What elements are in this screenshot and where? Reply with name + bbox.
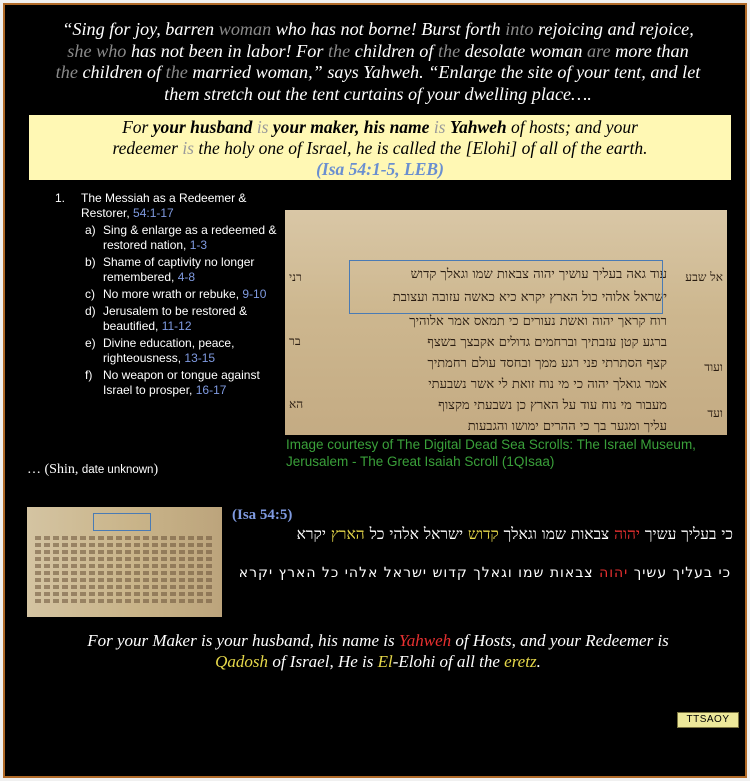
- scroll-line: ברגע קטן עזבתיך וברחמים גדולים אקבצך בשצף: [427, 335, 667, 350]
- scroll-edge-text: הא: [289, 397, 304, 411]
- scroll-line: ישראל אלוהי כול הארץ יקרא כיא כאשה עזובה ועצובת: [392, 290, 667, 305]
- outline-item: a) Sing & enlarge as a redeemed & restored nation, 1-3: [85, 223, 277, 252]
- scroll-edge-text: בר: [289, 334, 301, 348]
- verse-highlight-box: [349, 260, 663, 314]
- scroll-edge-text: ועוד: [704, 360, 723, 374]
- scroll-line: עוד גאה בעליך עושיך יהוה צבאות שמו וגאלך קדוש: [410, 267, 667, 282]
- outline-item: d) Jerusalem to be restored & beautified, 11-12: [85, 304, 248, 333]
- image-credit: Image courtesy of The Digital Dead Sea Scrolls: The Israel Museum, Jerusalem - The Great Isaiah Scroll (1QIsaa): [286, 437, 696, 469]
- english-translation: For your Maker is your husband, his name is Yahweh of Hosts, and your Redeemer is Qadosh of Israel, He is El-Elohi of all the eretz.: [87, 631, 669, 671]
- outline-item: b) Shame of captivity no longer remembered, 4-8: [85, 255, 255, 284]
- verse-reference: (Isa 54:1-5, LEB): [316, 159, 444, 179]
- dead-sea-scroll-image: [285, 210, 727, 435]
- scroll-edge-text: אל שבע: [685, 270, 723, 284]
- outline-item: c) No more wrath or rebuke, 9-10: [85, 287, 267, 301]
- scroll-thumbnail: [27, 507, 222, 617]
- outline-heading: 1. The Messiah as a Redeemer & Restorer, 54:1-17: [55, 191, 247, 220]
- highlighted-verse: For your husband is your maker, his name is Yahweh of hosts; and your redeemer is the holy one of Israel, he is called the [Elohi] of all of the earth. (Isa 54:1-5, LEB): [29, 115, 731, 180]
- ttsaoy-logo: TTSAOY: [677, 712, 739, 728]
- scroll-edge-text: ועד: [707, 406, 723, 420]
- thumbnail-text-rows: [35, 533, 215, 606]
- scroll-line: רוח קראך יהוה ואשת נעורים כי תמאס אמר אלוהיך: [409, 314, 667, 329]
- scroll-line: קצף הסתרתי פני רגע ממך ובחסד עולם רחמתיך: [427, 356, 667, 371]
- scroll-line: עליך ומגער בך כי ההרים ימושו והגבעות: [467, 419, 667, 434]
- verse-reference-small: (Isa 54:5): [232, 507, 293, 523]
- scroll-edge-text: רני: [289, 270, 302, 284]
- outline-item: e) Divine education, peace, righteousness, 13-15: [85, 336, 235, 365]
- isaiah-quote: “Sing for joy, barren woman who has not borne! Burst forth into rejoicing and rejoice, she who has not been in labor! For the children of the desolate woman are more than the children of the married woman,” says Yahweh. “Enlarge the site of your tent, and let them stretch out the tent curtains of your dwelling place….: [55, 19, 701, 104]
- paleo-hebrew-verse: כי בעליך עשיך יהוה צבאות שמו וגאלך קדוש ישראל אלהי כל הארץ יקרא: [238, 565, 731, 581]
- hebrew-verse: כי בעליך עשיך יהוה צבאות שמו וגאלך קדוש ישראל אלהי כל הארץ יקרא: [296, 525, 733, 543]
- page-frame: [3, 3, 747, 778]
- scroll-line: אמר גואלך יהוה כי מי נוח זואת לי אשר נשבעתי: [428, 377, 667, 392]
- shin-attribution: … (Shin, date unknown): [27, 462, 159, 477]
- scroll-line: מעבור מי נוח עוד על הארץ כן נשבעתי מקצוף: [438, 398, 667, 413]
- chapter-outline: [55, 191, 279, 398]
- outline-item: f) No weapon or tongue against Israel to prosper, 16-17: [85, 368, 260, 397]
- thumbnail-highlight-box: [93, 513, 151, 531]
